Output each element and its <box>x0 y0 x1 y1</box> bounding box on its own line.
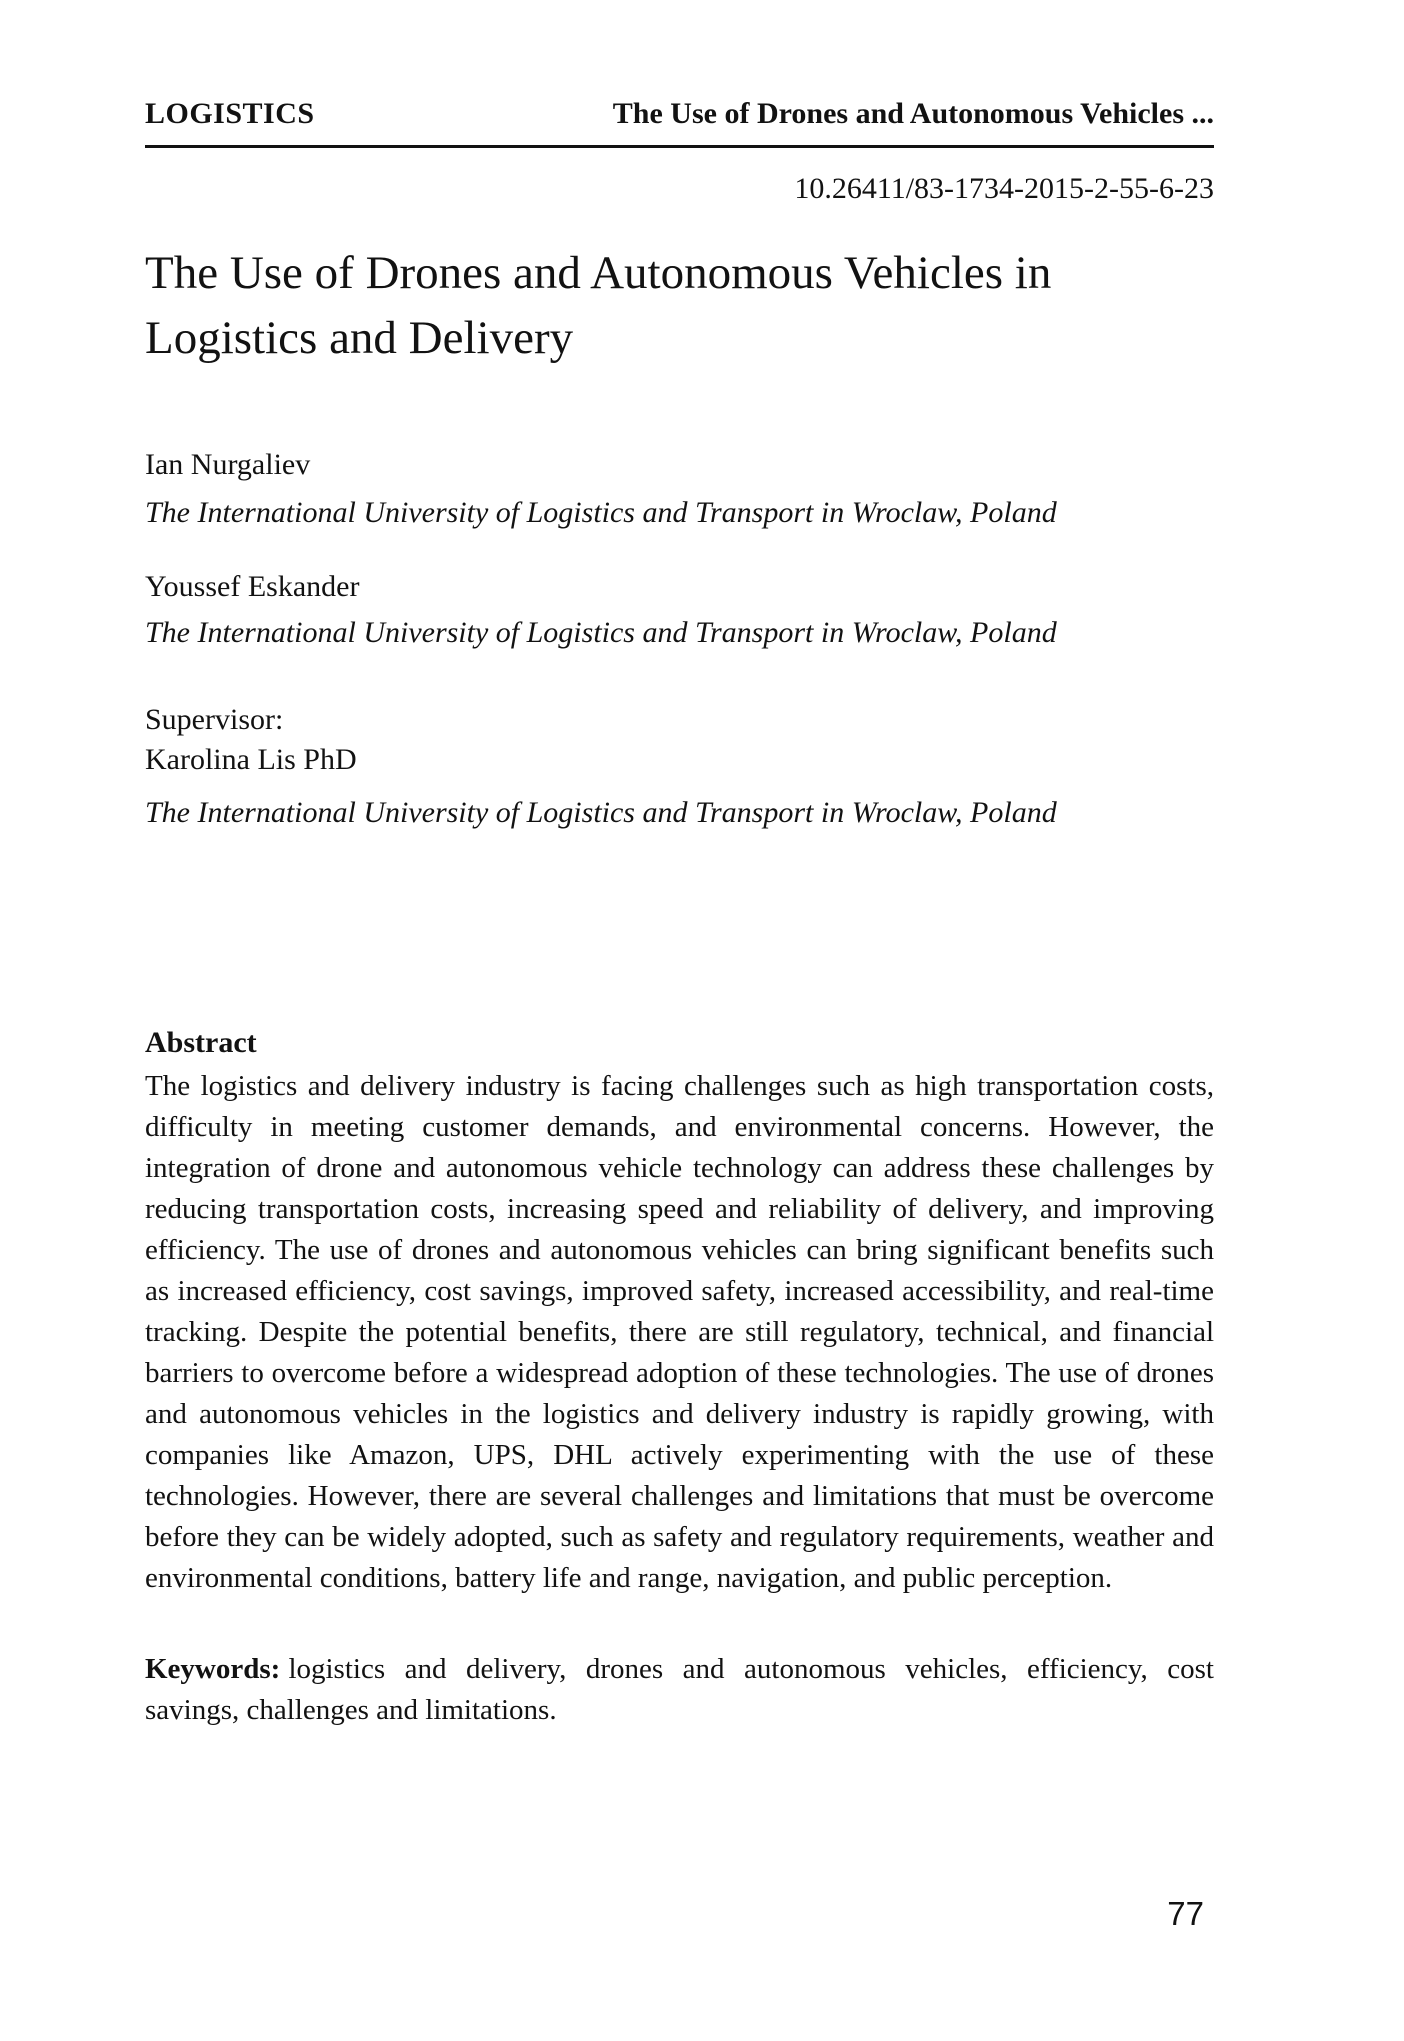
author-name: Youssef Eskander <box>145 570 360 603</box>
running-head <box>145 96 1214 148</box>
supervisor-affiliation: The International University of Logistics and Transport in Wroclaw, Poland <box>145 796 1057 829</box>
running-head-article-title: The Use of Drones and Autonomous Vehicles ... <box>612 97 1214 130</box>
doi-number: 10.26411/83-1734-2015-2-55-6-23 <box>794 172 1214 205</box>
page-number: 77 <box>1167 1895 1204 1932</box>
supervisor-name: Karolina Lis PhD <box>145 743 357 776</box>
article-title: The Use of Drones and Autonomous Vehicles in Logistics and Delivery <box>145 247 1052 364</box>
author-affiliation: The International University of Logistics and Transport in Wroclaw, Poland <box>145 496 1057 529</box>
keywords-line <box>145 1649 1214 1731</box>
keywords-label: Keywords: <box>145 1653 281 1685</box>
abstract-text: The logistics and delivery industry is facing challenges such as high transportation costs, difficulty in meeting customer demands, and environmental concerns. However, the integration of drone and autonomous vehicle technology can address these challenges by reducing transportation costs, increasing speed and reliability of delivery, and improving efficiency. The use of drones and autonomous vehicles can bring significant benefits such as increased efficiency, cost savings, improved safety, increased accessibility, and real-time tracking. Despite the potential benefits, there are still regulatory, technical, and financial barriers to overcome before a widespread adoption of these technologies. The use of drones and autonomous vehicles in the logistics and delivery industry is rapidly growing, with companies like Amazon, UPS, DHL actively experimenting with the use of these technologies. However, there are several challenges and limitations that must be overcome before they can be widely adopted, such as safety and regulatory requirements, weather and environmental conditions, battery life and range, navigation, and public perception. <box>145 1070 1214 1594</box>
running-head-journal-section: LOGISTICS <box>145 97 315 130</box>
abstract-section <box>145 1023 1214 1731</box>
author-name: Ian Nurgaliev <box>145 448 311 481</box>
keywords-text: logistics and delivery, drones and autonomous vehicles, efficiency, cost savings, challenges and limitations. <box>145 1653 1214 1726</box>
abstract-heading: Abstract <box>145 1026 257 1059</box>
author-affiliation: The International University of Logistics and Transport in Wroclaw, Poland <box>145 616 1057 649</box>
supervisor-label: Supervisor: <box>145 703 284 736</box>
